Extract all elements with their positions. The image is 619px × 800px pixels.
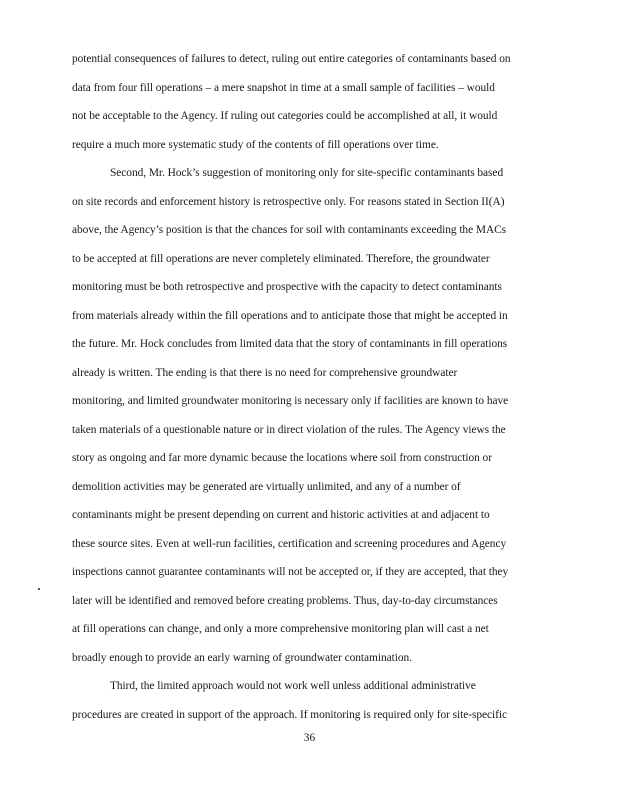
text-line: monitoring must be both retrospective and prospective with the capacity to detect contaminants	[72, 281, 502, 293]
text-line: require a much more systematic study of the contents of fill operations over time.	[72, 139, 439, 151]
text-line: not be acceptable to the Agency. If ruling out categories could be accomplished at all, it would	[72, 110, 498, 122]
text-line: inspections cannot guarantee contaminants will not be accepted or, if they are accepted, that they	[72, 566, 509, 578]
text-line: from materials already within the fill operations and to anticipate those that might be accepted in	[72, 310, 508, 322]
paragraph-first-line: Second, Mr. Hock’s suggestion of monitoring only for site-specific contaminants based	[110, 167, 504, 179]
text-line: later will be identified and removed before creating problems. Thus, day-to-day circumstances	[72, 595, 498, 607]
text-line: potential consequences of failures to detect, ruling out entire categories of contaminants based on	[72, 53, 511, 65]
text-line: procedures are created in support of the approach. If monitoring is required only for site-specific	[72, 709, 508, 721]
scan-speck	[38, 588, 40, 590]
text-line: contaminants might be present depending on current and historic activities at and adjacent to	[72, 509, 490, 521]
text-line: broadly enough to provide an early warning of groundwater contamination.	[72, 652, 412, 664]
text-line: to be accepted at fill operations are never completely eliminated. Therefore, the groundwater	[72, 253, 490, 265]
text-line: at fill operations can change, and only a more comprehensive monitoring plan will cast a net	[72, 623, 489, 635]
text-line: the future. Mr. Hock concludes from limited data that the story of contaminants in fill operations	[72, 338, 508, 350]
text-line: already is written. The ending is that there is no need for comprehensive groundwater	[72, 367, 458, 379]
text-line: these source sites. Even at well-run facilities, certification and screening procedures and Agency	[72, 538, 507, 550]
text-line: on site records and enforcement history is retrospective only. For reasons stated in Section II(A)	[72, 196, 505, 208]
text-line: data from four fill operations – a mere snapshot in time at a small sample of facilities – would	[72, 82, 495, 94]
text-line: monitoring, and limited groundwater monitoring is necessary only if facilities are known to have	[72, 395, 509, 407]
text-line: story as ongoing and far more dynamic because the locations where soil from construction or	[72, 452, 492, 464]
text-line: above, the Agency’s position is that the chances for soil with contaminants exceeding the MACs	[72, 224, 507, 236]
page-number: 36	[303, 732, 316, 744]
paragraph-first-line: Third, the limited approach would not work well unless additional administrative	[110, 680, 476, 692]
text-line: taken materials of a questionable nature or in direct violation of the rules. The Agency views the	[72, 424, 506, 436]
text-line: demolition activities may be generated are virtually unlimited, and any of a number of	[72, 481, 461, 493]
